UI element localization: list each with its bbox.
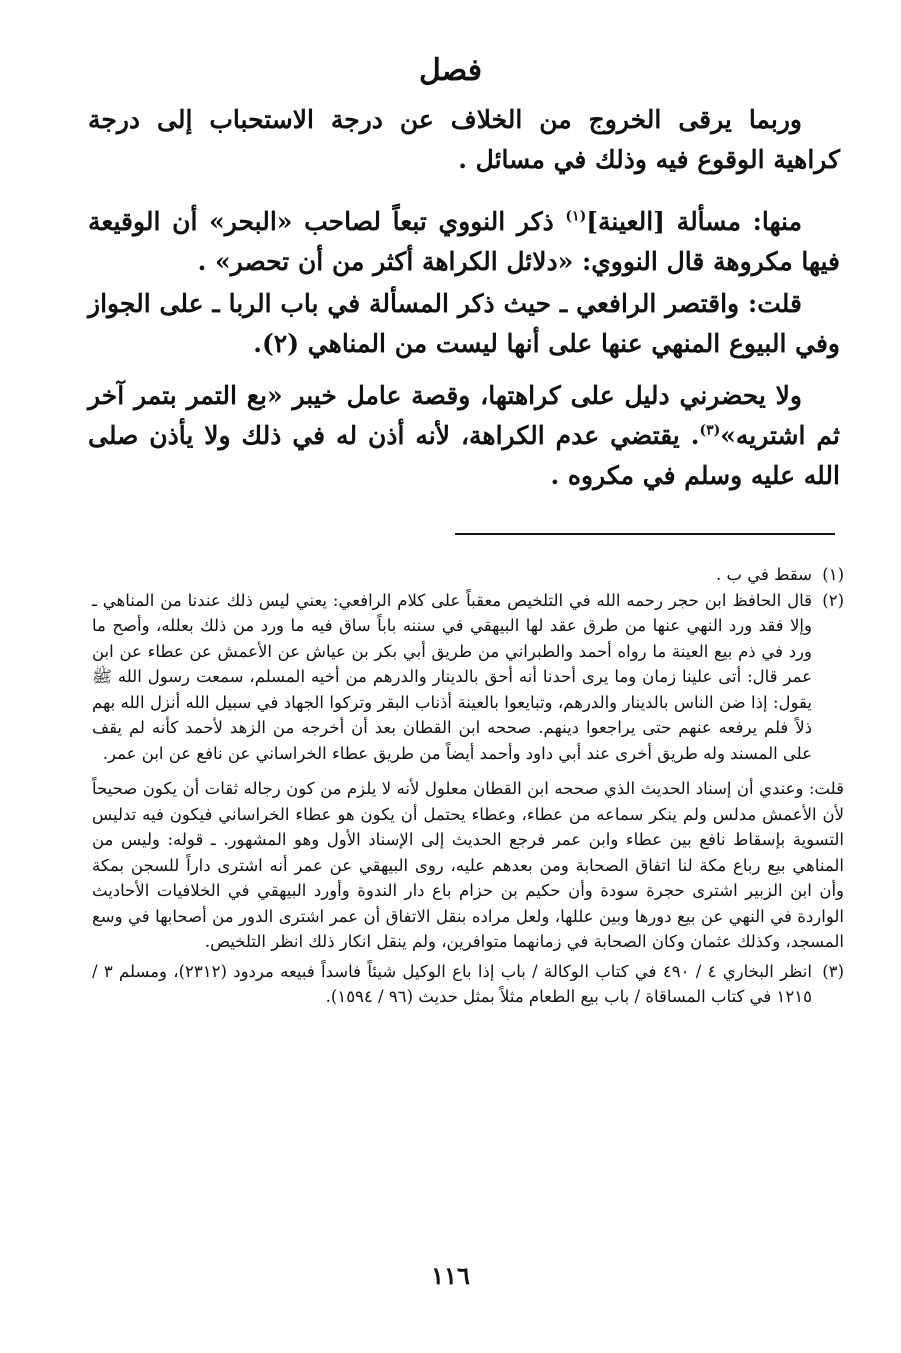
paragraph-4	[88, 376, 840, 496]
paragraph-3-text: قلت: واقتصر الرافعي ـ حيث ذكر المسألة في باب الربا ـ على الجواز وفي البيوع المنهي عنها على أنها ليست من المناهي	[88, 289, 840, 358]
paragraph-2-prefix: منها: مسألة [العينة]	[586, 207, 802, 236]
paragraph-3	[88, 284, 840, 364]
footnote-number: (٣)	[822, 961, 844, 981]
footnote-2-continuation: قلت: وعندي أن إسناد الحديث الذي صححه ابن القطان معلول لأنه لا يلزم من كون رجاله ثقات أن يكون صحيحاً لأن الأعمش مدلس ولم ينكر سماعه من عطاء، وعطاء يحتمل أن يكون هو عطاء الخراساني فيكون فيه تدليس التسوية بإسقاط نافع بين عطاء وابن عمر فرجع الحديث إلى الإسناد الأول وهو المشهور. ـ قوله: وليس من المناهي بيع رباع مكة لنا اتفاق الصحابة ومن بعدهم عليه، روى البيهقي عن عمر أنه اشترى داراً للسجن بمكة وأن ابن الزبير اشترى حجرة سودة وأن حكيم بن حزام باع دار الندوة وأورد البيهقي في الخلافيات الأحاديث الواردة في النهي عن بيع دورها وبين عللها، ولعل مراده بنقل الاتفاق أن عمر اشترى الدور من أصحابها في وسع المسجد، وكذلك عثمان وكان الصحابة في زمانهما متوافرين، ولم ينقل انكار ذلك انظر التلخيص.	[92, 779, 844, 951]
footnote-2	[92, 588, 844, 767]
footnote-1	[92, 562, 844, 588]
footnote-mark-3: (٣)	[699, 422, 721, 439]
paragraph-5-text: يقتضي عدم الكراهة، لأنه أذن له في ذلك ولا يأذن صلى الله عليه وسلم في مكروه .	[88, 421, 840, 490]
main-text	[88, 100, 840, 496]
footnote-text: سقط في ب .	[716, 565, 812, 584]
paragraph-2-text: ذكر النووي تبعاً لصاحب «البحر» أن الوقيعة فيها مكروهة قال النووي: «دلائل الكراهة أكثر من أن تحصر» .	[88, 207, 840, 276]
footnote-mark-2: (٢)	[261, 329, 300, 358]
footnote-text: انظر البخاري ٤ / ٤٩٠ في كتاب الوكالة / باب إذا باع الوكيل شيئاً فاسداً فبيعه مردود (٢٣١٢)، ومسلم ٣ / ١٢١٥ في كتاب المساقاة / باب بيع الطعام مثلاً بمثل حديث (٩٦ / ١٥٩٤).	[92, 961, 812, 1006]
paragraph-2	[88, 202, 840, 282]
paragraph-3-period: .	[253, 329, 262, 358]
footnote-number: (٢)	[822, 590, 844, 610]
paragraph-1: وربما يرقى الخروج من الخلاف عن درجة الاستحباب إلى درجة كراهية الوقوع فيه وذلك في مسائل .	[88, 105, 840, 174]
footnote-text: قال الحافظ ابن حجر رحمه الله في التلخيص معقباً على كلام الرافعي: يعني ليس ذلك عندنا من المناهي ـ وإلا فقد ورد النهي عنها من طرق عقد لها البيهقي في سننه باباً ساق فيه ما ورد من ذلك بعلله، وأصح ما ورد في ذم بيع العينة ما رواه أحمد والطبراني من طريق أبي بكر بن عياش عن الأعمش عن عطاء عن ابن عمر قال: أتى علينا زمان وما يرى أحدنا أنه أحق بالدينار والدرهم من أخيه المسلم، سمعت رسول الله ﷺ يقول: إذا ضن الناس بالدينار والدرهم، وتبايعوا بالعينة أذناب البقر وتركوا الجهاد في سبيل الله أنزل الله بهم ذلاً فلم يرفعه عنهم حتى يراجعوا دينهم. صححه ابن القطان بعد أن أخرجه من الزهد لأحمد كأنه لم يقف على المسند وله طريق أخرى عند أبي داود وأحمد أيضاً من طريق عطاء الخراساني عن نافع عن ابن عمر.	[92, 590, 812, 763]
page-number: ١١٦	[431, 1261, 470, 1290]
footnote-separator	[455, 533, 835, 535]
paragraph-4-text: ولا يحضرني دليل على كراهتها، وقصة عامل خيبر «بع التمر بتمر آخر ثم اشتريه»	[88, 381, 840, 450]
footnotes	[92, 562, 844, 1010]
paragraph-4-period: .	[690, 421, 700, 450]
footnote-number: (١)	[822, 565, 844, 584]
footnote-mark-1: (١)	[565, 208, 587, 225]
footnote-3	[92, 959, 844, 1010]
section-title: فصل	[418, 53, 483, 88]
